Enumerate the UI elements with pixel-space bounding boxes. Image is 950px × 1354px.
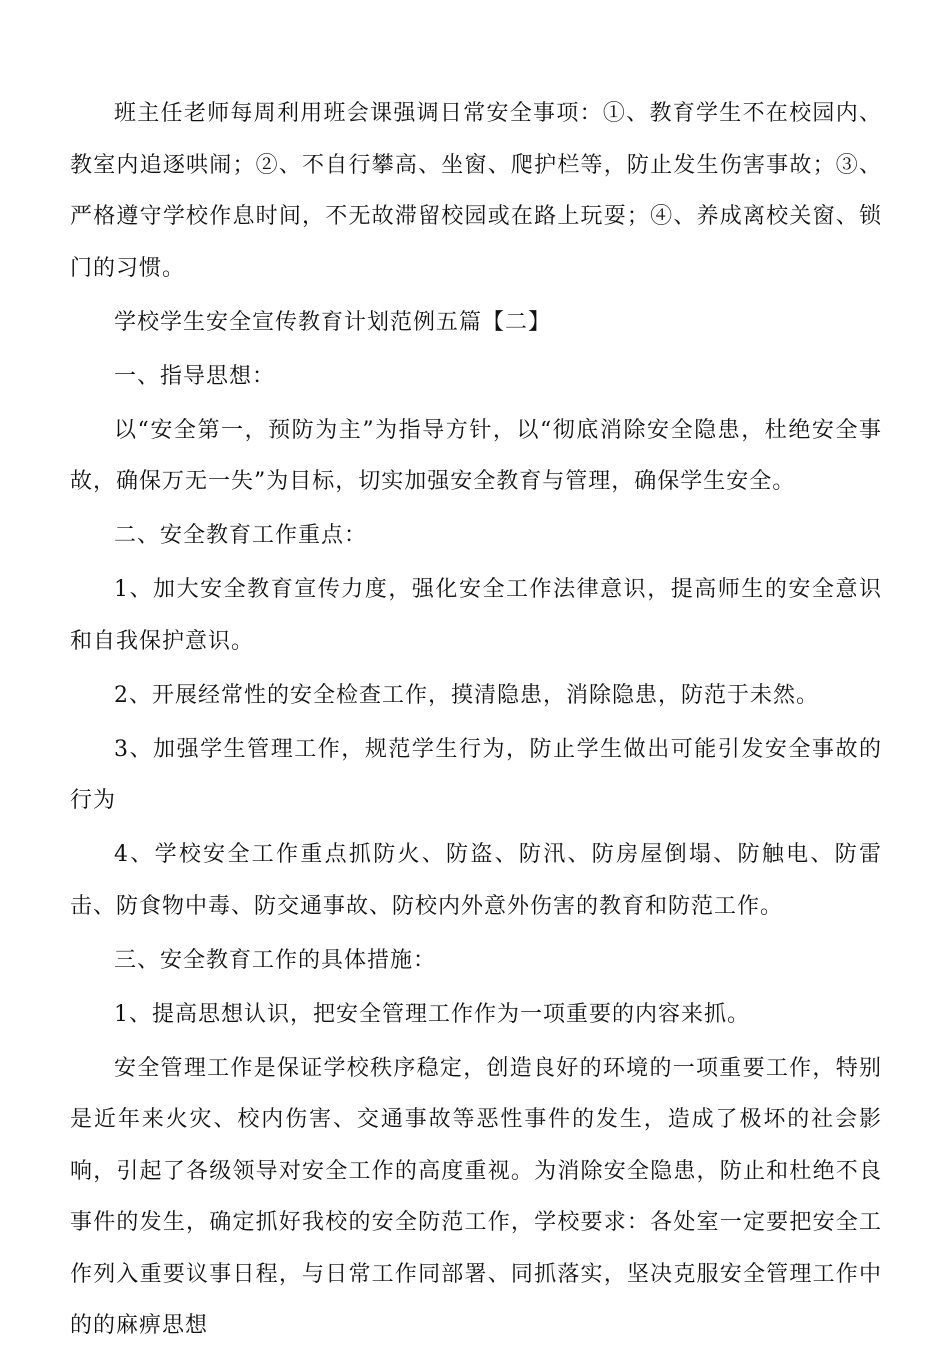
document-body xyxy=(70,88,882,1354)
list-item-measure-1: 1、提高思想认识，把安全管理工作作为一项重要的内容来抓。 xyxy=(70,989,882,1043)
list-item-key-point-4: 4、学校安全工作重点抓防火、防盗、防汛、防房屋倒塌、防触电、防雷击、防食物中毒、防交通事故、防校内外意外伤害的教育和防范工作。 xyxy=(70,829,882,935)
list-item-key-point-1: 1、加大安全教育宣传力度，强化安全工作法律意识，提高师生的安全意识和自我保护意识。 xyxy=(70,564,882,670)
section-title: 学校学生安全宣传教育计划范例五篇【二】 xyxy=(70,297,882,351)
paragraph-safety-management: 安全管理工作是保证学校秩序稳定，创造良好的环境的一项重要工作，特别是近年来火灾、校内伤害、交通事故等恶性事件的发生，造成了极坏的社会影响，引起了各级领导对安全工作的高度重视。为消除安全隐患，防止和杜绝不良事件的发生，确定抓好我校的安全防范工作，学校要求：各处室一定要把安全工作列入重要议事日程，与日常工作同部署、同抓落实，坚决克服安全管理工作中的的麻痹思想 xyxy=(70,1043,882,1354)
heading-key-points: 二、安全教育工作重点： xyxy=(70,510,882,564)
heading-specific-measures: 三、安全教育工作的具体措施： xyxy=(70,935,882,989)
paragraph-daily-safety-items: 班主任老师每周利用班会课强调日常安全事项：①、教育学生不在校园内、教室内追逐哄闹；②、不自行攀高、坐窗、爬护栏等，防止发生伤害事故；③、严格遵守学校作息时间，不无故滞留校园或在路上玩耍；④、养成离校关窗、锁门的习惯。 xyxy=(70,88,882,297)
list-item-key-point-3: 3、加强学生管理工作，规范学生行为，防止学生做出可能引发安全事故的行为 xyxy=(70,724,882,830)
list-item-key-point-2: 2、开展经常性的安全检查工作，摸清隐患，消除隐患，防范于未然。 xyxy=(70,670,882,724)
paragraph-guiding-ideology: 以“安全第一，预防为主”为指导方针，以“彻底消除安全隐患，杜绝安全事故，确保万无一失”为目标，切实加强安全教育与管理，确保学生安全。 xyxy=(70,405,882,511)
heading-guiding-ideology: 一、指导思想： xyxy=(70,351,882,405)
